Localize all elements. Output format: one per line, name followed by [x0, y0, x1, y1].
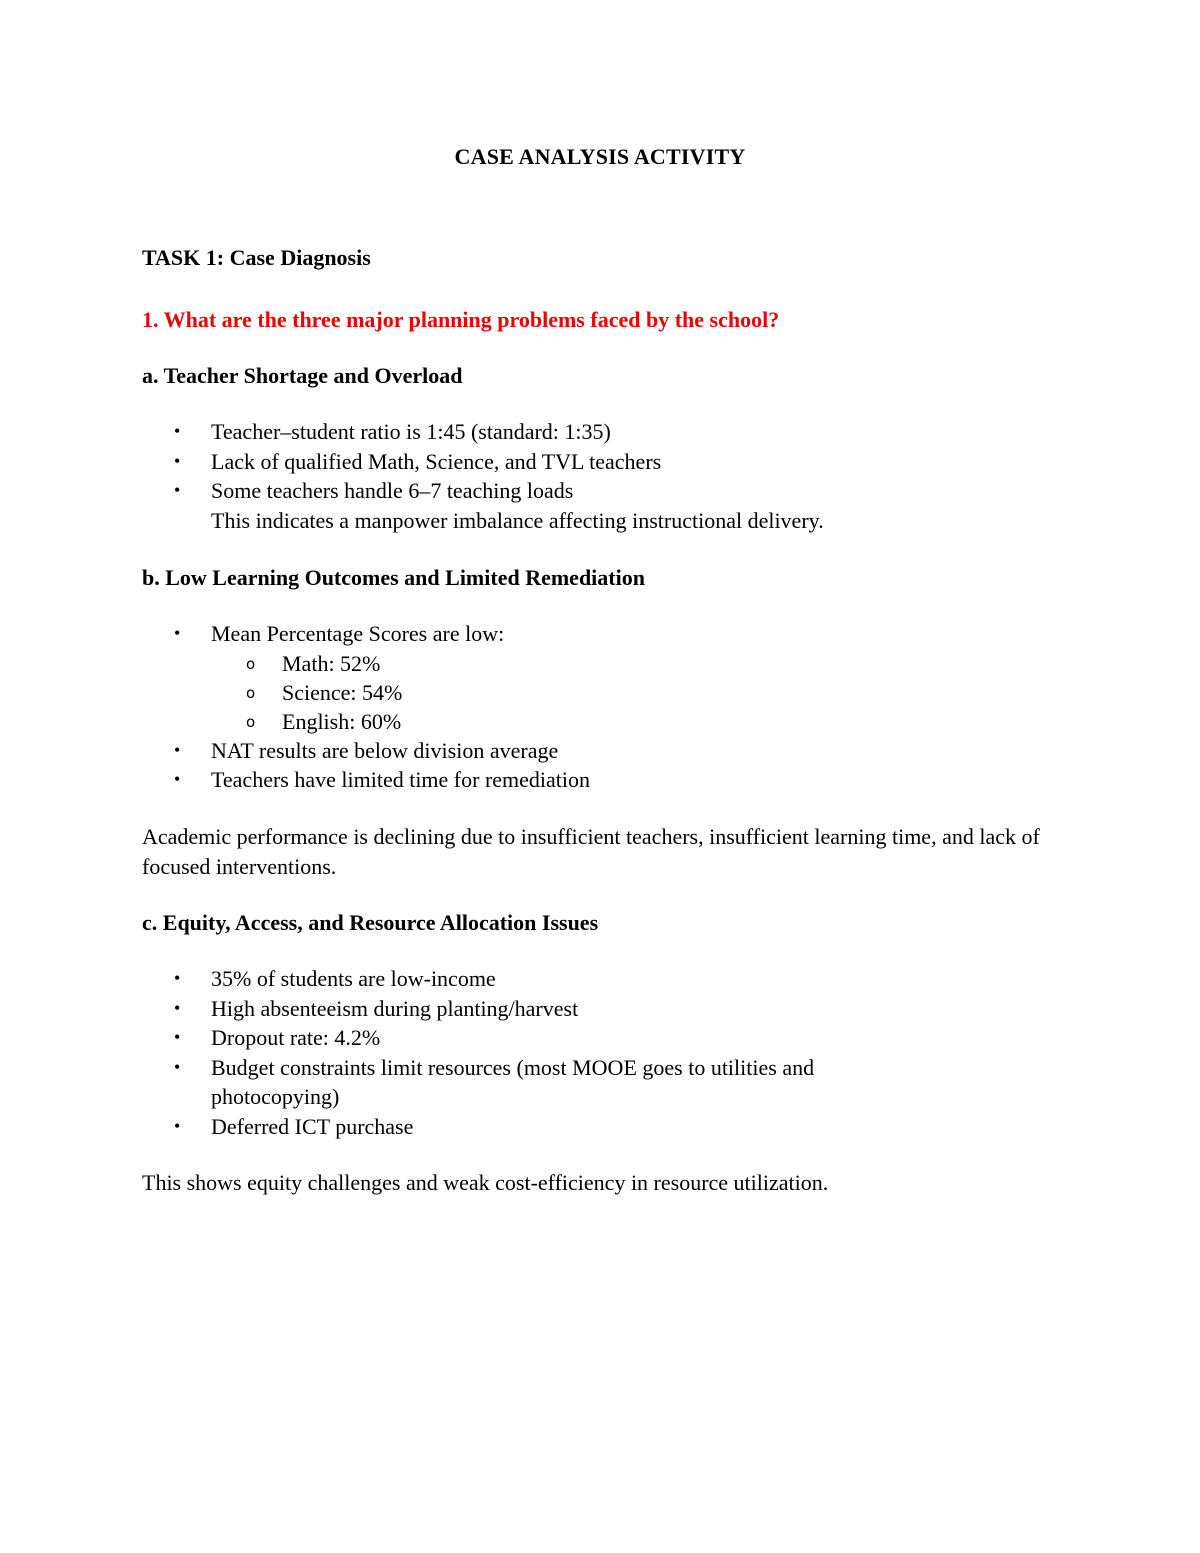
document-title: CASE ANALYSIS ACTIVITY [454, 144, 746, 169]
bullet-icon: • [174, 1056, 181, 1077]
bullet-icon: • [174, 1027, 181, 1048]
list-item: • NAT results are below division average [0, 736, 590, 766]
list-item: • Some teachers handle 6–7 teaching loads [0, 476, 824, 506]
bullet-icon: • [174, 769, 181, 790]
sub-list-item: o English: 60% [211, 707, 590, 736]
list-item: • Teachers have limited time for remediation [0, 765, 590, 795]
section-b-summary: Academic performance is declining due to insufficient teachers, insufficient learning time, and lack of focused interventions. [142, 824, 1040, 879]
section-c-heading: c. Equity, Access, and Resource Allocation Issues [142, 910, 599, 935]
list-item: • High absenteeism during planting/harvest [0, 994, 931, 1024]
task-heading: TASK 1: Case Diagnosis [142, 245, 371, 270]
bullet-icon: • [174, 421, 181, 441]
list-item: • Budget constraints limit resources (most MOOE goes to utilities and photocopying) [174, 1054, 815, 1110]
bullet-icon: • [174, 480, 181, 501]
list-continuation: This indicates a manpower imbalance affecting instructional delivery. [211, 507, 824, 533]
list-item: • Dropout rate: 4.2% [0, 1023, 931, 1053]
section-c-summary: This shows equity challenges and weak cost-efficiency in resource utilization. [142, 1170, 829, 1195]
bullet-icon: • [174, 450, 181, 471]
question-heading: 1. What are the three major planning problems faced by the school? [142, 307, 780, 332]
list-item: • 35% of students are low-income [0, 964, 931, 994]
bullet-icon: • [174, 739, 181, 760]
bullet-icon: • [174, 1115, 181, 1136]
bullet-icon: • [174, 997, 181, 1018]
section-b-heading: b. Low Learning Outcomes and Limited Remediation [142, 565, 645, 590]
section-a-list [0, 417, 824, 535]
bullet-icon: • [174, 968, 181, 988]
list-item: • Deferred ICT purchase [0, 1112, 931, 1142]
list-item: • Mean Percentage Scores are low: o Math: 52% o Science: 54% o English: 60% [0, 619, 590, 736]
circle-bullet-icon: o [246, 683, 256, 702]
sub-list-item: o Science: 54% [211, 678, 590, 707]
circle-bullet-icon: o [246, 712, 256, 731]
bullet-icon: • [174, 623, 181, 643]
section-a-heading: a. Teacher Shortage and Overload [142, 363, 463, 388]
list-item: • Lack of qualified Math, Science, and TVL teachers [0, 447, 824, 477]
circle-bullet-icon: o [246, 654, 256, 673]
sub-list-item: o Math: 52% [211, 649, 590, 678]
sub-list [211, 649, 590, 736]
list-item: • Teacher–student ratio is 1:45 (standard: 1:35) [0, 417, 824, 447]
section-c-list [0, 964, 931, 1142]
section-b-list [0, 619, 590, 795]
